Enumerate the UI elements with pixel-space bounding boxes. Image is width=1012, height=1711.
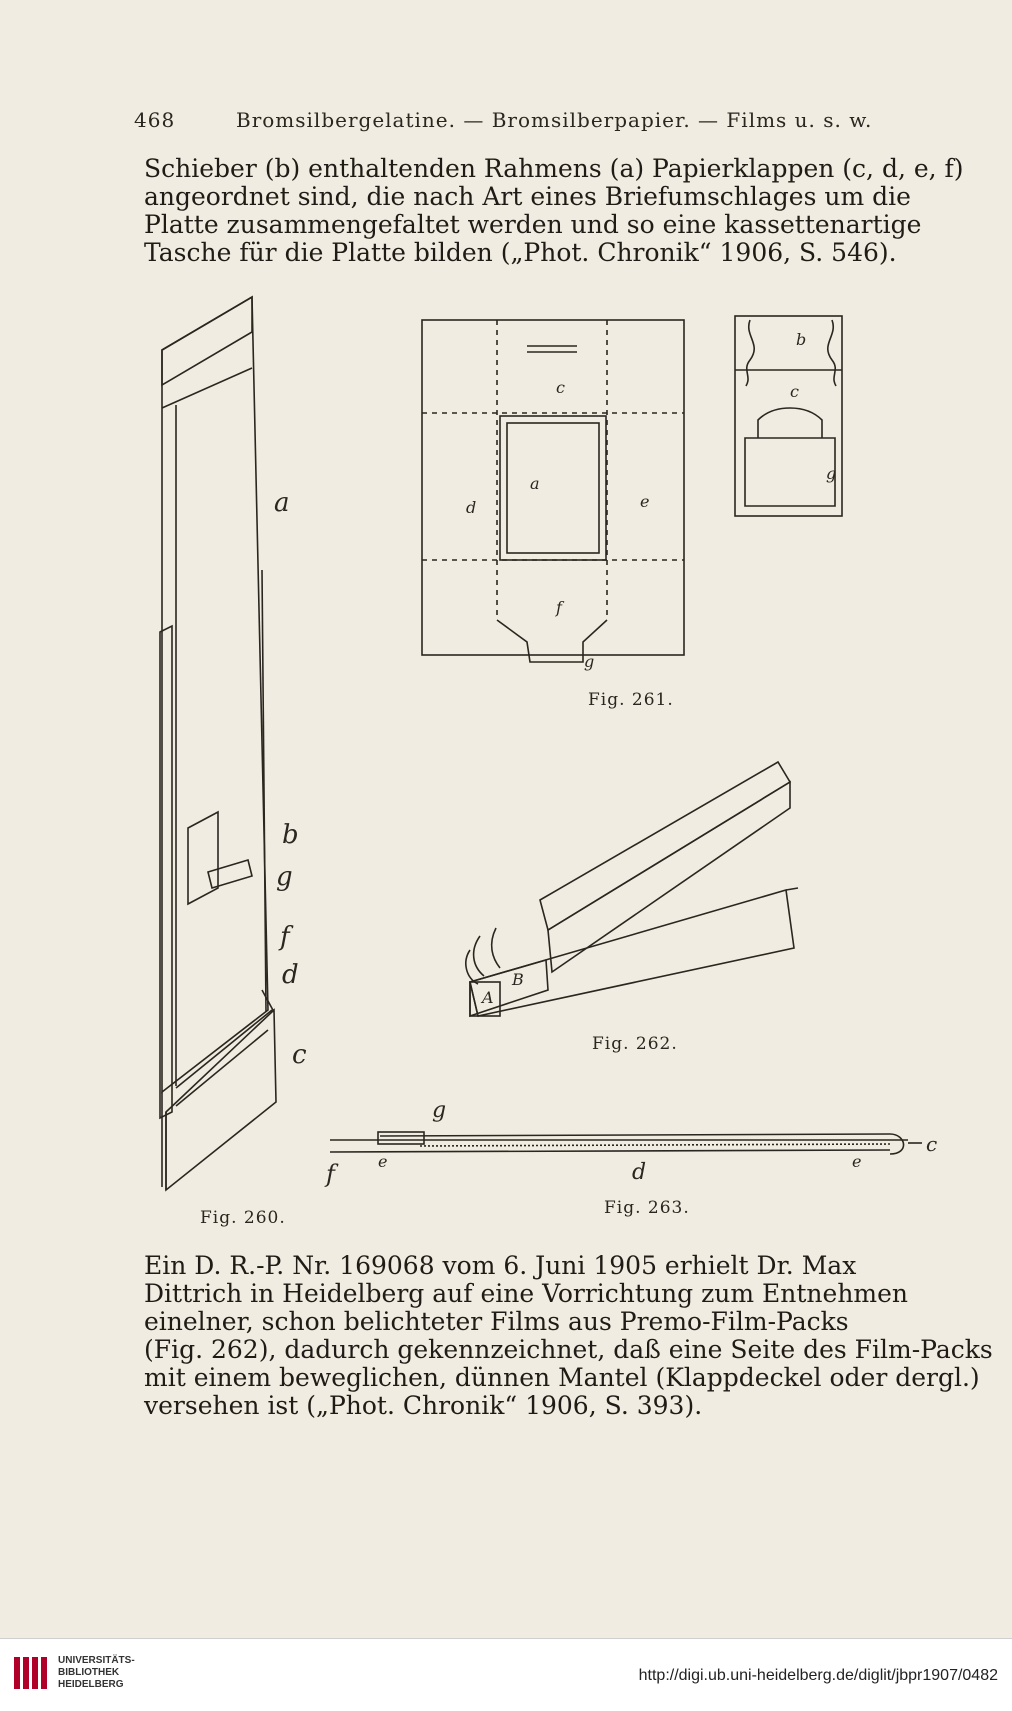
fig261-label-d: d xyxy=(466,498,477,517)
running-title: Bromsilbergelatine. — Bromsilberpapier. — Films u. s. w. xyxy=(236,108,873,132)
library-name-line: HEIDELBERG xyxy=(58,1679,124,1690)
fig262-label-B: B xyxy=(512,970,524,989)
fig260-label-b: b xyxy=(282,820,299,850)
fig260-caption: Fig. 260. xyxy=(200,1208,286,1228)
fig261-label-c: c xyxy=(556,378,565,397)
fig261-label-g: g xyxy=(584,652,595,671)
viewer-footer xyxy=(0,1638,1012,1711)
fig261-label-c2: c xyxy=(790,382,799,401)
text-line: Dittrich in Heidelberg auf eine Vorrichtung zum Entnehmen xyxy=(144,1279,909,1308)
permalink-url[interactable]: http://digi.ub.uni-heidelberg.de/diglit/jbpr1907/0482 xyxy=(638,1667,998,1684)
text-line: angeordnet sind, die nach Art eines Briefumschlages um die xyxy=(144,182,911,211)
fig263-label-e1: e xyxy=(378,1152,388,1171)
text-line: Ein D. R.-P. Nr. 169068 vom 6. Juni 1905 erhielt Dr. Max xyxy=(144,1251,857,1280)
fig261-caption: Fig. 261. xyxy=(588,690,674,710)
fig261-label-b2: b xyxy=(796,330,807,349)
fig260-label-c: c xyxy=(292,1040,307,1070)
fig263-label-c: c xyxy=(926,1132,938,1156)
fig263-label-f: f xyxy=(326,1160,335,1188)
text-line: versehen ist („Phot. Chronik“ 1906, S. 393). xyxy=(144,1391,703,1420)
fig260-label-a: a xyxy=(274,488,290,518)
fig260-label-g: g xyxy=(276,862,293,892)
fig263-caption: Fig. 263. xyxy=(604,1198,690,1218)
fig260-label-f: f xyxy=(280,922,290,952)
fig263-label-d: d xyxy=(632,1160,647,1185)
text-line: Platte zusammengefaltet werden und so eine kassettenartige xyxy=(144,210,922,239)
fig262-caption: Fig. 262. xyxy=(592,1034,678,1054)
fig262-label-A: A xyxy=(482,988,494,1007)
library-name xyxy=(58,1655,135,1691)
paragraph-bottom xyxy=(144,1251,993,1420)
fig261-sheet xyxy=(422,320,684,662)
text-line: Tasche für die Platte bilden („Phot. Chronik“ 1906, S. 546). xyxy=(144,238,897,267)
fig261-label-g2: g xyxy=(826,464,837,483)
fig263-drawing xyxy=(330,1132,922,1154)
text-line: (Fig. 262), dadurch gekennzeichnet, daß eine Seite des Film-Packs xyxy=(144,1335,993,1364)
fig261-label-e: e xyxy=(640,492,650,511)
fig263-label-e2: e xyxy=(852,1152,862,1171)
university-library-logo-icon xyxy=(12,1653,52,1693)
library-name-line: UNIVERSITÄTS- xyxy=(58,1655,135,1666)
fig261-label-f: f xyxy=(556,598,562,617)
fig260-drawing xyxy=(160,297,276,1190)
fig260-label-d: d xyxy=(282,960,299,990)
page-number: 468 xyxy=(134,108,176,132)
text-line: Schieber (b) enthaltenden Rahmens (a) Papierklappen (c, d, e, f) xyxy=(144,154,964,183)
text-line: mit einem beweglichen, dünnen Mantel (Klappdeckel oder dergl.) xyxy=(144,1363,980,1392)
fig263-label-g: g xyxy=(432,1098,447,1123)
fig261-folded xyxy=(735,316,842,516)
text-line: einelner, schon belichteter Films aus Premo-Film-Packs xyxy=(144,1307,849,1336)
library-name-line: BIBLIOTHEK xyxy=(58,1667,120,1678)
fig261-label-a: a xyxy=(530,474,540,493)
